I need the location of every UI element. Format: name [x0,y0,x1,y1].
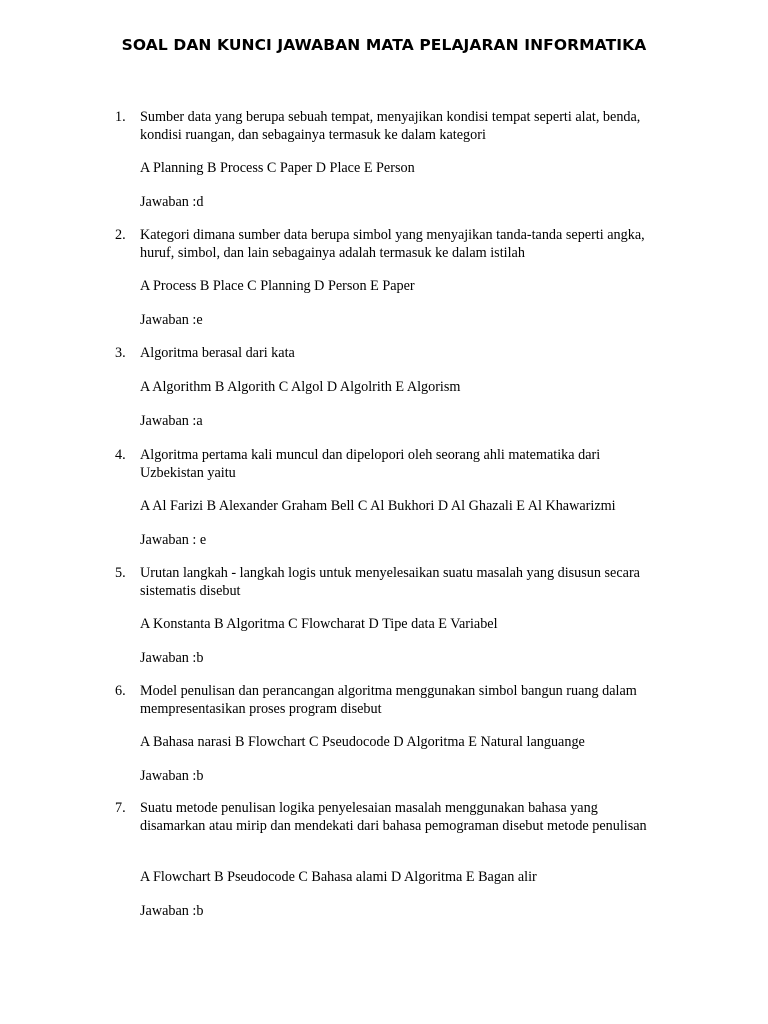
answer-options: A Konstanta B Algoritma C Flowcharat D Tipe data E Variabel [140,616,498,632]
answer-options: A Process B Place C Planning D Person E Paper [140,278,415,294]
question-text: Kategori dimana sumber data berupa simbol yang menyajikan tanda-tanda seperti angka, huruf, simbol, dan lain sebagainya adalah termasuk ke dalam istilah [140,227,645,261]
question-text: Algoritma berasal dari kata [140,345,295,361]
question-number: 2. [115,227,126,243]
question-number: 1. [115,109,126,125]
answer-options: A Bahasa narasi B Flowchart C Pseudocode D Algoritma E Natural languange [140,734,585,750]
question-text: Suatu metode penulisan logika penyelesaian masalah menggunakan bahasa yang disamarkan atau mirip dan mendekati dari bahasa pemograman disebut metode penulisan [140,800,647,834]
question-number: 5. [115,565,126,581]
question-number: 7. [115,800,126,816]
question-number: 6. [115,683,126,699]
question-text: Algoritma pertama kali muncul dan dipelopori oleh seorang ahli matematika dari Uzbekistan yaitu [140,447,601,481]
answer-key: Jawaban :b [140,768,204,784]
answer-key: Jawaban :b [140,903,204,919]
question-number: 4. [115,447,126,463]
document-title: SOAL DAN KUNCI JAWABAN MATA PELAJARAN INFORMATIKA [121,36,647,54]
question-text: Urutan langkah - langkah logis untuk menyelesaikan suatu masalah yang disusun secara sistematis disebut [140,565,640,599]
answer-key: Jawaban : e [140,532,207,548]
answer-options: A Flowchart B Pseudocode C Bahasa alami D Algoritma E Bagan alir [140,869,537,885]
question-text: Sumber data yang berupa sebuah tempat, menyajikan kondisi tempat seperti alat, benda, kondisi ruangan, dan sebagainya termasuk ke dalam kategori [140,109,641,143]
answer-options: A Al Farizi B Alexander Graham Bell C Al Bukhori D Al Ghazali E Al Khawarizmi [140,498,616,514]
question-number: 3. [115,345,126,361]
answer-key: Jawaban :b [140,650,204,666]
answer-options: A Planning B Process C Paper D Place E Person [140,160,415,176]
question-text: Model penulisan dan perancangan algoritma menggunakan simbol bangun ruang dalam mempresentasikan proses program disebut [140,683,637,717]
answer-key: Jawaban :d [140,194,204,210]
answer-key: Jawaban :a [140,413,203,429]
answer-options: A Algorithm B Algorith C Algol D Algolrith E Algorism [140,379,461,395]
answer-key: Jawaban :e [140,312,203,328]
